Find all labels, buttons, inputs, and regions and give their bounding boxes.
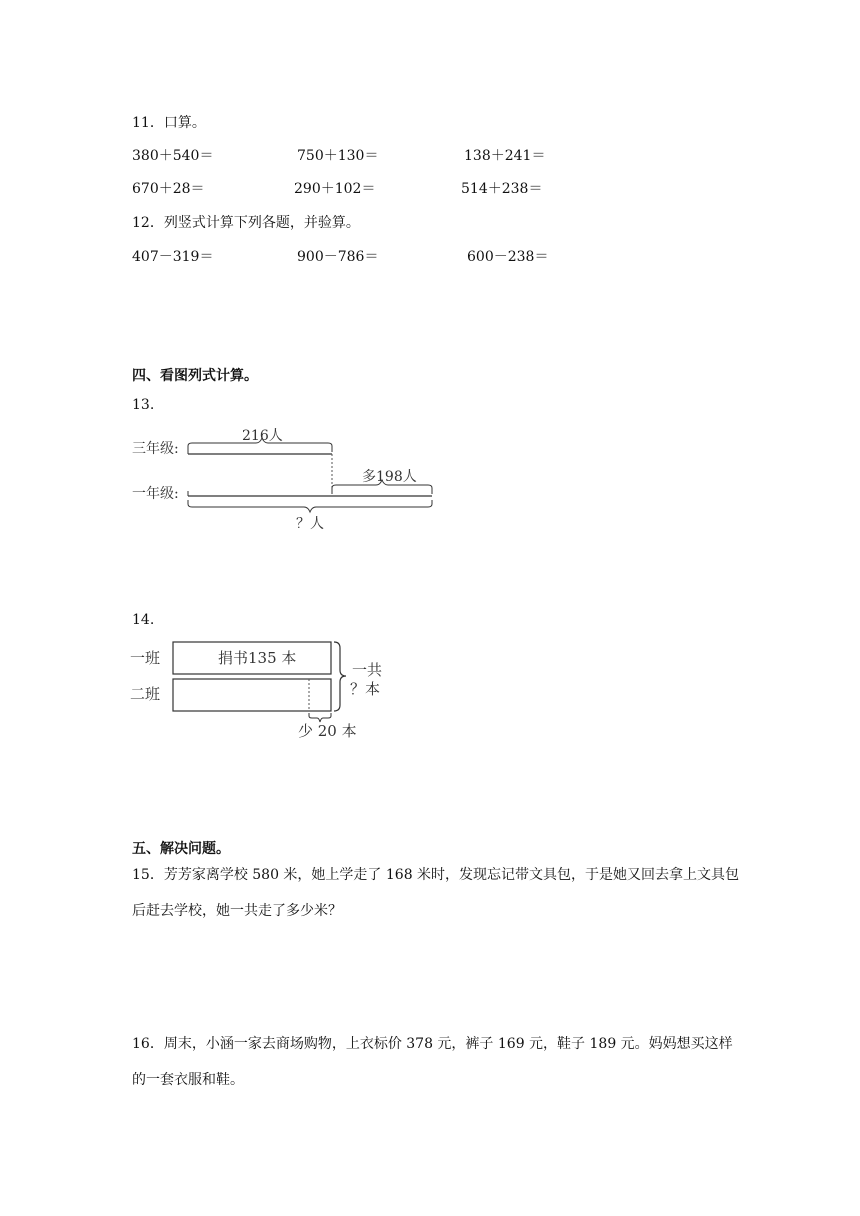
q14-bar1-text: 捐书135 本 (218, 649, 297, 667)
q12-item-2: 900－786＝ (297, 249, 379, 265)
q11-item-6: 514＋238＝ (461, 181, 543, 197)
q14-total-line1: 一共 (352, 661, 383, 679)
q14-less-brace (309, 713, 331, 722)
q11-item-5: 290＋102＝ (294, 181, 376, 197)
q11-item-1: 380＋540＝ (132, 148, 214, 164)
q12-item-3: 600－238＝ (467, 249, 549, 265)
q13-row2-label: 一年级: (132, 486, 179, 502)
q14-bar-class2 (173, 679, 331, 711)
q13-line-diagram (128, 420, 448, 532)
q11-title: 11．口算。 (132, 115, 206, 131)
q13-top-value: 216人 (242, 428, 283, 444)
q13-number: 13. (132, 397, 155, 413)
q13-extra-value: 多198人 (362, 469, 417, 485)
q14-class2-label: 二班 (130, 685, 161, 703)
q12-item-1: 407－319＝ (132, 249, 214, 265)
q14-number: 14. (132, 612, 155, 628)
q15-text: 15．芳芳家离学校 580 米，她上学走了 168 米时，发现忘记带文具包，于是她又回去拿上文具包后赶去学校，她一共走了多少米？ (132, 867, 740, 919)
q13-row1-label: 三年级: (132, 441, 179, 457)
section-4-heading: 四、看图列式计算。 (132, 368, 258, 384)
q14-class1-label: 一班 (130, 649, 161, 667)
q16-text: 16．周末，小涵一家去商场购物，上衣标价 378 元，裤子 169 元，鞋子 189 元。妈妈想买这样的一套衣服和鞋。 (132, 1036, 733, 1088)
q11-item-3: 138＋241＝ (464, 148, 546, 164)
q13-total-value: ？人 (296, 516, 324, 532)
q11-item-2: 750＋130＝ (297, 148, 379, 164)
q12-title: 12．列竖式计算下列各题，并验算。 (132, 215, 360, 231)
q11-item-4: 670＋28＝ (132, 181, 205, 197)
q14-bar-diagram (128, 638, 398, 744)
q14-total-line2: ？本 (350, 680, 381, 698)
q14-total-brace (334, 642, 346, 711)
section-5-heading: 五、解决问题。 (132, 841, 230, 857)
q14-less-text: 少 20 本 (298, 722, 357, 740)
q13-total-brace (188, 500, 432, 512)
